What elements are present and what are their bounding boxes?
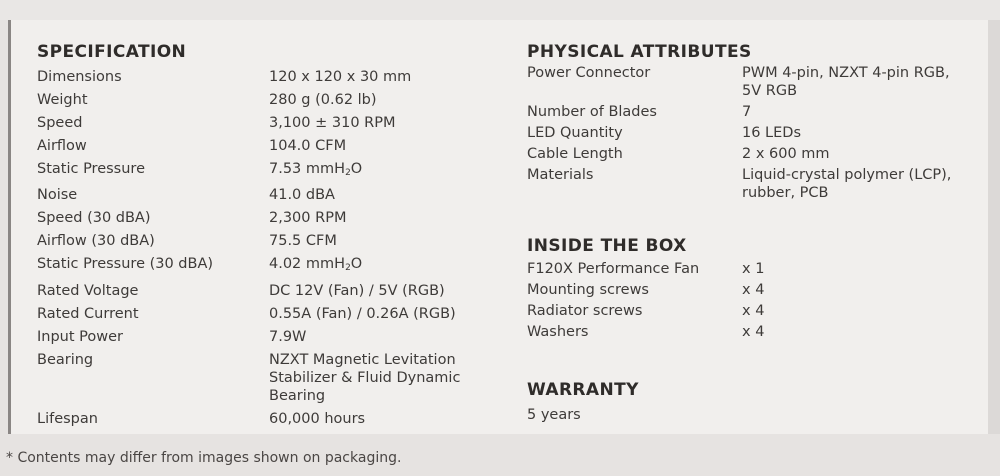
physical-value-line: Liquid-crystal polymer (LCP),	[742, 167, 952, 183]
physical-list	[527, 64, 951, 202]
spec-label: Bearing	[37, 351, 94, 368]
box-value	[742, 281, 764, 299]
spec-value-text: 7.9W	[269, 328, 307, 345]
spec-row	[37, 68, 507, 86]
spec-label: Weight	[37, 91, 88, 108]
spec-label: Static Pressure	[37, 160, 145, 177]
physical-row	[527, 124, 951, 142]
spec-value	[269, 305, 507, 323]
spec-row	[37, 232, 507, 250]
spec-value	[269, 91, 507, 109]
spec-value-text: 4.02 mmH	[269, 256, 346, 273]
warranty-value: 5 years	[527, 407, 581, 423]
inside-box-list	[527, 260, 764, 341]
spec-row	[37, 186, 507, 204]
spec-label: Rated Voltage	[37, 283, 139, 300]
spec-label: Airflow	[37, 137, 87, 154]
spec-row	[37, 282, 507, 300]
spec-value-subscript: 2	[345, 167, 351, 178]
spec-value-text: 0.55A (Fan) / 0.26A (RGB)	[269, 305, 456, 322]
box-label: Radiator screws	[527, 303, 643, 319]
spec-value-text: 75.5 CFM	[269, 233, 337, 250]
physical-label: Materials	[527, 167, 594, 183]
spec-value-line: Bearing	[269, 387, 326, 404]
box-value-text: x 4	[742, 324, 765, 340]
spec-label: Noise	[37, 187, 78, 204]
box-row	[527, 281, 764, 299]
spec-value-text: 3,100 ± 310 RPM	[269, 114, 396, 131]
spec-label: Speed	[37, 114, 83, 131]
spec-value-text: 41.0 dBA	[269, 187, 335, 204]
spec-value-line: NZXT Magnetic Levitation	[269, 351, 456, 368]
box-value-text: x 4	[742, 282, 765, 298]
physical-row	[527, 103, 951, 121]
spec-value	[269, 114, 507, 132]
inside-box-heading: INSIDE THE BOX	[527, 236, 687, 256]
warranty-heading: WARRANTY	[527, 380, 639, 400]
spec-label: Input Power	[37, 328, 123, 345]
spec-row	[37, 209, 507, 227]
box-value	[742, 323, 764, 341]
top-strip	[0, 0, 1000, 20]
spec-label: Rated Current	[37, 305, 139, 322]
physical-heading: PHYSICAL ATTRIBUTES	[527, 42, 752, 62]
spec-value-tail: O	[350, 256, 363, 273]
physical-value	[742, 145, 951, 163]
physical-row	[527, 166, 951, 202]
spec-row	[37, 351, 507, 405]
physical-value	[742, 124, 951, 142]
physical-value-line: rubber, PCB	[742, 185, 829, 201]
box-label: Washers	[527, 324, 589, 340]
spec-value	[269, 160, 507, 182]
specification-column	[37, 42, 507, 432]
box-value	[742, 260, 764, 278]
box-value	[742, 302, 764, 320]
spec-row	[37, 255, 507, 277]
spec-row	[37, 137, 507, 155]
warranty-row	[527, 406, 639, 424]
spec-row	[37, 91, 507, 109]
spec-value	[269, 282, 507, 300]
spec-value-line: Stabilizer & Fluid Dynamic	[269, 369, 461, 386]
spec-label: Static Pressure (30 dBA)	[37, 256, 214, 273]
physical-value-text: 7	[742, 104, 752, 120]
physical-value	[742, 103, 951, 121]
physical-value	[742, 166, 951, 202]
physical-label: Cable Length	[527, 146, 623, 162]
spec-value-text: 60,000 hours	[269, 410, 366, 427]
physical-section	[527, 42, 951, 205]
spec-value	[269, 232, 507, 250]
spec-label: Dimensions	[37, 69, 122, 85]
box-label: Mounting screws	[527, 282, 649, 298]
specification-heading: SPECIFICATION	[37, 42, 187, 62]
spec-value	[269, 328, 507, 346]
spec-value-text: 2,300 RPM	[269, 210, 347, 227]
physical-row	[527, 64, 951, 100]
physical-row	[527, 145, 951, 163]
spec-row	[37, 410, 507, 428]
warranty-section	[527, 380, 639, 424]
physical-value-line: 5V RGB	[742, 83, 798, 99]
spec-label: Airflow (30 dBA)	[37, 233, 155, 250]
spec-value	[269, 68, 507, 86]
box-row	[527, 323, 764, 341]
inside-box-section	[527, 236, 764, 344]
spec-value	[269, 209, 507, 227]
spec-value	[269, 351, 507, 405]
spec-value	[269, 137, 507, 155]
spec-row	[37, 160, 507, 182]
physical-value-text: 16 LEDs	[742, 125, 802, 141]
spec-value-text: DC 12V (Fan) / 5V (RGB)	[269, 283, 445, 300]
spec-row	[37, 114, 507, 132]
spec-value-text: 120 x 120 x 30 mm	[269, 69, 412, 85]
spec-row	[37, 328, 507, 346]
box-value-text: x 4	[742, 303, 765, 319]
spec-value-text: 280 g (0.62 lb)	[269, 91, 377, 108]
spec-value-tail: O	[350, 160, 363, 177]
box-value-text: x 1	[742, 261, 765, 277]
spec-label: Speed (30 dBA)	[37, 210, 151, 227]
spec-panel	[8, 20, 988, 434]
physical-value-line: PWM 4-pin, NZXT 4-pin RGB,	[742, 65, 950, 81]
spec-value	[269, 186, 507, 204]
spec-value	[269, 410, 507, 428]
box-label: F120X Performance Fan	[527, 261, 700, 277]
panel-edge	[988, 20, 1000, 434]
physical-label: Number of Blades	[527, 104, 657, 120]
spec-value-subscript: 2	[345, 263, 351, 274]
spec-row	[37, 305, 507, 323]
box-row	[527, 260, 764, 278]
physical-label: LED Quantity	[527, 125, 623, 141]
physical-label: Power Connector	[527, 65, 651, 81]
spec-value	[269, 255, 507, 277]
box-row	[527, 302, 764, 320]
physical-value	[742, 64, 951, 100]
footnote: * Contents may differ from images shown on packaging.	[6, 450, 402, 466]
spec-value-text: 7.53 mmH	[269, 160, 346, 177]
physical-value-text: 2 x 600 mm	[742, 146, 830, 162]
spec-label: Lifespan	[37, 410, 98, 427]
specification-list	[37, 68, 507, 428]
spec-value-text: 104.0 CFM	[269, 137, 347, 154]
